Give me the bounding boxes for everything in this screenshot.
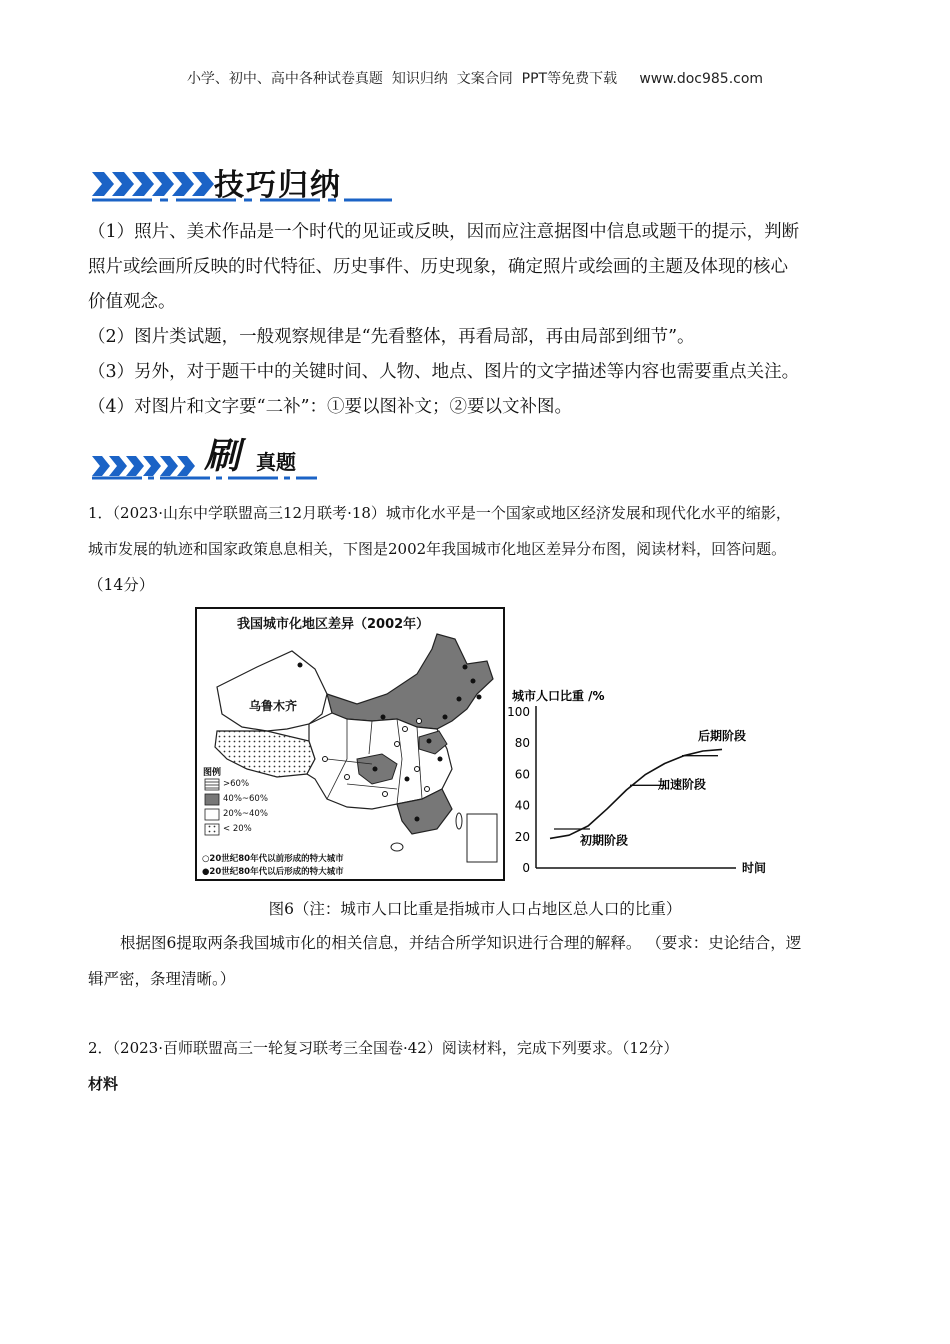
y-tick-label: 100 xyxy=(507,705,530,719)
question-1 xyxy=(88,495,868,603)
section-banner-exercises xyxy=(92,430,332,480)
question-1-ask xyxy=(88,925,868,997)
tip-3: （3）另外，对于题干中的关键时间、人物、地点、图片的文字描述等内容也需要重点关注。 xyxy=(88,362,800,382)
section-title-big: 刷 xyxy=(204,435,241,477)
x-axis-label: 时间 xyxy=(742,861,767,875)
y-tick-label: 40 xyxy=(514,798,530,813)
map-title: 我国城市化地区差异（2002年） xyxy=(237,617,430,632)
tip-paragraph-1 xyxy=(88,215,868,425)
q1-line-3: （14分） xyxy=(88,576,155,594)
stage-label-accelerating: 加速阶段 xyxy=(658,777,707,792)
urbanization-curve-chart xyxy=(500,680,780,880)
y-axis-label: 城市人口比重 /% xyxy=(512,689,605,703)
q1-line-2: 城市发展的轨迹和国家政策息息相关，下图是2002年我国城市化地区差异分布图，阅读材料，回答问题。 xyxy=(88,540,787,558)
legend-item: 40%~60% xyxy=(223,794,268,804)
stage-label-late: 后期阶段 xyxy=(698,729,747,744)
y-tick-label: 60 xyxy=(514,767,530,782)
question-2 xyxy=(88,1030,868,1102)
q2-line-1: 2．（2023·百师联盟高三一轮复习联考三全国卷·42）阅读材料，完成下列要求。（12分） xyxy=(88,1039,679,1057)
city-label: 乌鲁木齐 xyxy=(249,699,298,713)
figure-caption: 图6（注：城市人口比重是指城市人口占地区总人口的比重） xyxy=(268,900,682,918)
tip-4: （4）对图片和文字要“二补”：①要以图补文；②要以文补图。 xyxy=(88,397,573,417)
tip-1-line-2: 照片或绘画所反映的时代特征、历史事件、历史现象，确定照片或绘画的主题及体现的核心 xyxy=(88,257,788,277)
tip-2: （2）图片类试题，一般观察规律是“先看整体，再看局部，再由局部到细节”。 xyxy=(88,327,695,347)
china-map-shape xyxy=(197,609,503,879)
section-title: 技巧归纳 xyxy=(214,168,342,203)
tip-1-line-3: 价值观念。 xyxy=(88,292,176,312)
q1-line-1: 1．（2023·山东中学联盟高三12月联考·18）城市化水平是一个国家或地区经济发展和现代化水平的缩影， xyxy=(88,504,791,522)
legend-note-2: ●20世纪80年代以后形成的特大城市 xyxy=(202,867,344,877)
legend-item: < 20% xyxy=(223,824,252,834)
section-banner-skills xyxy=(92,160,402,208)
q1-ask-line-2: 辑严密，条理清晰。） xyxy=(88,970,236,988)
legend-item: >60% xyxy=(223,779,250,789)
stage-label-initial: 初期阶段 xyxy=(580,833,629,848)
y-tick-label: 0 xyxy=(522,861,530,875)
legend-note-1: ○20世纪80年代以前形成的特大城市 xyxy=(202,854,344,864)
urbanization-curve xyxy=(550,749,722,838)
tip-1-line-1: （1）照片、美术作品是一个时代的见证或反映，因而应注意据图中信息或题干的提示，判断 xyxy=(88,222,800,242)
page-header: 小学、初中、高中各种试卷真题 知识归纳 文案合同 PPT等免费下载 www.doc985.com xyxy=(186,71,764,87)
legend-title: 图例 xyxy=(203,768,222,778)
q1-ask-line-1: 根据图6提取两条我国城市化的相关信息，并结合所学知识进行合理的解释。 （要求：史论结合，逻 xyxy=(120,934,802,952)
q2-material-label: 材料 xyxy=(88,1075,119,1093)
urbanization-map xyxy=(195,607,505,881)
section-title-small: 真题 xyxy=(256,450,296,474)
y-tick-label: 20 xyxy=(514,829,530,844)
y-tick-label: 80 xyxy=(514,736,530,751)
legend-item: 20%~40% xyxy=(223,809,268,819)
